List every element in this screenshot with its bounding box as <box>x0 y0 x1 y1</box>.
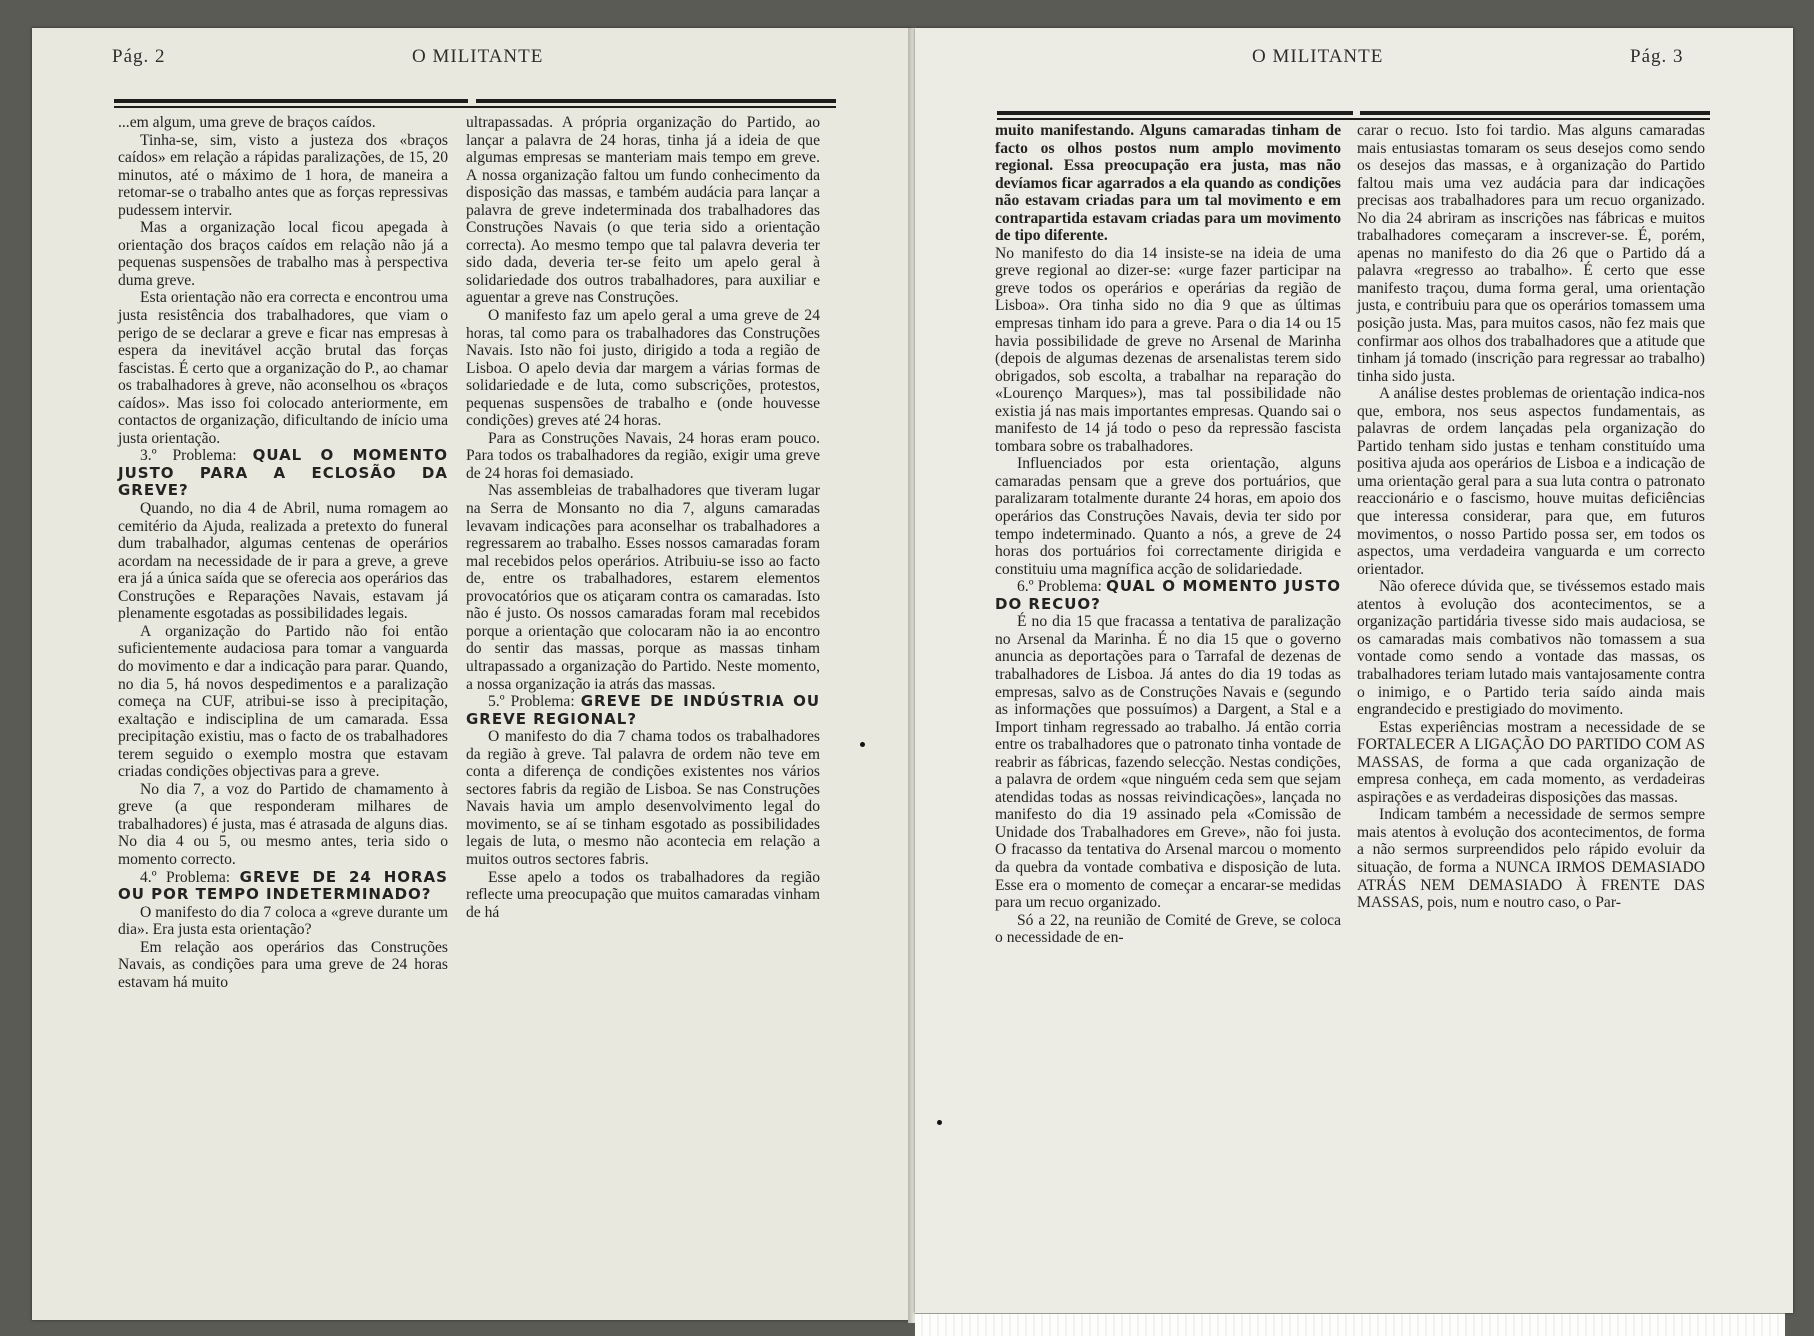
problem-title: QUAL O MOMENTO JUSTO DO RECUO? <box>995 577 1341 613</box>
problem-label: 3.º Problema: <box>140 447 237 465</box>
right-column-1 <box>995 122 1341 947</box>
paragraph: Nas assembleias de trabalhadores que tiveram lugar na Serra de Monsanto no dia 7, alguns camaradas levavam indicações para aconselhar os trabalhadores a regressarem ao trabalho. Esses nossos camaradas foram mal recebidos pelos operários. Atribuiu-se isso ao facto de, entre os trabalhadores, estarem elementos provocatórios que os atiçaram contra os camaradas. Isto não é justo. Os nossos camaradas foram mal recebidos porque a orientação que colocaram não ia ao encontro do sentir das massas, porque as massas tinham ultrapassado a organização do Partido. Neste momento, a nossa organização ia atrás das massas. <box>466 482 820 693</box>
paragraph: A análise destes problemas de orientação indica-nos que, embora, nos seus aspectos fundamentais, as palavras de ordem lançadas pela organização do Partido tenham sido justas e tenham constituído uma positiva ajuda aos operários de Lisboa e a indicação de uma orientação geral para a sua luta contra o patronato reaccionário e o fascismo, houve muitas deficiências que interessa considerar, para que, em futuros movimentos, o nosso Partido possa ser, em todos os aspectos, uma verdadeira vanguarda e um correcto orientador. <box>1357 385 1705 578</box>
problem-heading <box>466 693 820 728</box>
right-page-title: O MILITANTE <box>1252 46 1384 67</box>
ink-speck <box>860 742 865 747</box>
left-column-2 <box>466 114 820 921</box>
paragraph: Estas experiências mostram a necessidade de se FORTALECER A LIGAÇÃO DO PARTIDO COM AS MASSAS, de forma a que cada organização de empresa conheça, em cada momento, as verdadeiras aspirações e as verdadeiras disposições das massas. <box>1357 718 1705 806</box>
paragraph: muito manifestando. Alguns camaradas tinham de facto os olhos postos num amplo movimento regional. Essa preocupação era justa, mas não devíamos ficar agarrados a ela quando as condições não estavam criadas para um tal movimento e em contrapartida estavam criadas para um movimento de tipo diferente. <box>995 122 1341 245</box>
paragraph: Em relação aos operários das Construções Navais, as condições para uma greve de 24 horas estavam há muito <box>118 938 448 991</box>
problem-heading <box>118 869 448 904</box>
paragraph: A organização do Partido não foi então suficientemente audaciosa para tomar a vanguarda do movimento e dar a indicação para parar. Quando, no dia 5, há novos despedimentos e a paralização começa na CUF, atribui-se isso à precipitação, exaltação e indisciplina de um camarada. Essa precipitação existiu, mas o facto de os trabalhadores terem seguido o exemplo mostra que estavam criadas condições objectivas para a greve. <box>118 622 448 781</box>
paragraph: Não oferece dúvida que, se tivéssemos estado mais atentos à evolução dos acontecimentos, se a organização partidária tivesse sido mais audaciosa, se os camaradas mais combativos não tomassem a sua vontade como sendo a vontade das massas, os trabalhadores teriam lutado mais vantajosamente contra o inimigo, e o Partido teria saído ainda mais engrandecido e prestigiado do movimento. <box>1357 578 1705 719</box>
paragraph: Tinha-se, sim, visto a justeza dos «braços caídos» em relação a rápidas paralizações, de 15, 20 minutos, até o máximo de 1 hora, de maneira a retomar-se o trabalho antes que as forças repressivas pudessem intervir. <box>118 131 448 219</box>
ink-speck <box>937 1120 942 1125</box>
paragraph: O manifesto do dia 7 coloca a «greve durante um dia». Era justa esta orientação? <box>118 903 448 939</box>
left-rule-b <box>476 99 836 103</box>
problem-title: QUAL O MOMENTO JUSTO PARA A ECLOSÃO DA GREVE? <box>118 446 448 500</box>
right-rule-thin <box>997 118 1710 120</box>
problem-heading <box>118 447 448 500</box>
paragraph: O manifesto do dia 7 chama todos os trabalhadores da região à greve. Tal palavra de ordem não teve em conta a diferença de condições existentes nos vários sectores fabris da região de Lisboa. Se nas Construções Navais havia um amplo desenvolvimento legal do movimento, se aí se tinham esgotado as possibilidades legais de luta, o mesmo não acontecia em relação a muitos outros sectores fabris. <box>466 728 820 868</box>
problem-title: GREVE DE 24 HORAS OU POR TEMPO INDETERMINADO? <box>118 867 448 904</box>
right-page-number: Pág. 3 <box>1630 46 1684 67</box>
problem-heading <box>995 578 1341 613</box>
right-rule-b <box>1360 111 1710 115</box>
left-rule-thin <box>114 106 836 108</box>
left-rule-a <box>114 99 468 103</box>
paragraph: O manifesto faz um apelo geral a uma greve de 24 horas, tal como para os trabalhadores das Construções Navais. Isto não foi justo, dirigido a toda a região de Lisboa. O apelo devia dar margem a várias formas de solidariedade e de luta, como subscrições, protestos, pequenas suspensões de trabalho e (onde houvesse condições) greves até 24 horas. <box>466 307 820 430</box>
left-page-number: Pág. 2 <box>112 46 166 67</box>
left-page-title: O MILITANTE <box>412 46 544 67</box>
paragraph: Para as Construções Navais, 24 horas eram pouco. Para todos os trabalhadores da região, exigir uma greve de 24 horas foi demasiado. <box>466 429 820 482</box>
paragraph: Esse apelo a todos os trabalhadores da região reflecte uma preocupação que muitos camaradas vinham de há <box>466 868 820 921</box>
paragraph: É no dia 15 que fracassa a tentativa de paralização no Arsenal da Marinha. É no dia 15 que o governo anuncia as deportações para o Tarrafal de dezenas de trabalhadores de Lisboa. Já antes do dia 19 todas as empresas, salvo as de Construções Navais e (segundo as informações que possuímos) a Dargent, a Stal e a Import tinham regressado ao trabalho. Já então corria entre os trabalhadores que o patronato tinha vontade de reabrir as fábricas, fazendo selecção. Nestas condições, a palavra de ordem «que ninguém ceda sem que sejam atendidas todas as nossas reivindicações», lançada no manifesto do dia 19 assinado pela «Comissão de Unidade dos Trabalhadores em Greve», não foi justa. O fracasso da tentativa do Arsenal marcou o momento da quebra da vontade combativa e disposição de luta. Esse era o momento de começar a encarar-se medidas para um recuo organizado. <box>995 613 1341 912</box>
problem-label: 5.º Problema: <box>488 693 575 711</box>
paragraph: Influenciados por esta orientação, alguns camaradas pensam que a greve dos portuários, que paralizaram totalmente durante 24 horas, em apoio dos operários das Construções Navais, devia ter sido por tempo indeterminado. Quanto a nós, a greve de 24 horas dos portuários foi correctamente dirigida e constituiu uma magnífica acção de solidariedade. <box>995 455 1341 578</box>
paragraph: ultrapassadas. A própria organização do Partido, ao lançar a palavra de 24 horas, tinha já a ideia de que algumas empresas se manteriam mais tempo em greve. A nossa organização faltou um fundo conhecimento da disposição das massas, e também audácia para lançar a palavra de greve indeterminada dos trabalhadores das Construções Navais (o que teria sido a orientação correcta). Ao mesmo tempo que tal palavra deveria ter sido dada, deveria ter-se feito um apelo geral à solidariedade dos outros trabalhadores, para auxiliar e aguentar a greve nas Construções. <box>466 114 820 307</box>
paragraph: Quando, no dia 4 de Abril, numa romagem ao cemitério da Ajuda, realizada a pretexto do funeral dum trabalhador, algumas centenas de operários acordam na necessidade de ir para a greve, a greve era já a única saída que se oferecia aos operários das Construções e Reparações Navais, estavam já plenamente esgotadas as possibilidades legais. <box>118 500 448 623</box>
paragraph: Mas a organização local ficou apegada à orientação dos braços caídos em relação não já a pequenas suspensões de trabalho mas à perspectiva duma greve. <box>118 219 448 289</box>
paragraph: Só a 22, na reunião de Comité de Greve, se coloca o necessidade de en- <box>995 911 1341 947</box>
paragraph: No manifesto do dia 14 insiste-se na ideia de uma greve regional ao dizer-se: «urge fazer participar na greve todos os operários e operárias da região de Lisboa». Ora tinha sido no dia 9 que as últimas empresas tinham ido para a greve. Para o dia 14 ou 15 havia possibilidade de greve no Arsenal de Marinha (depois de algumas dezenas de arsenalistas terem sido obrigados, sob escolta, a trabalhar na reparação do «Lourenço Marques»), mas tal possibilidade não existia já nas mais importantes empresas. Quando sai o manifesto de 14 já todo o peso da repressão fascista tombara sobre os trabalhadores. <box>995 244 1341 455</box>
left-column-1 <box>118 114 448 991</box>
paragraph: Esta orientação não era correcta e encontrou uma justa resistência dos trabalhadores, que viam o perigo de se declarar a greve e ficar nas empresas à espera da inevitável acção brutal das forças fascistas. É certo que a organização do P., ao chamar os trabalhadores à greve, não aconselhou os «braços caídos». Mas isso foi colocado anteriormente, em contactos de organização, dificultando de início uma justa orientação. <box>118 289 448 447</box>
scan-edge-strip <box>915 1313 1785 1336</box>
paragraph: ...em algum, uma greve de braços caídos. <box>118 114 376 131</box>
problem-label: 6.º Problema: <box>1017 578 1102 596</box>
paragraph: carar o recuo. Isto foi tardio. Mas alguns camaradas mais entusiastas tomaram os seus desejos como sendo os desejos das massas, e à organização do Partido faltou mais uma vez audácia para dar indicações precisas aos trabalhadores para um recuo organizado. No dia 24 abriram as inscrições nas fábricas e muitos trabalhadores começaram a inscrever-se. É, porém, apenas no manifesto do dia 26 que o Partido dá a palavra «regresso ao trabalho». É certo que esse manifesto traçou, duma forma geral, uma orientação justa, e contribuiu para que os operários tomassem uma posição justa. Mas, para muitos casos, não fez mais que confirmar aos olhos dos trabalhadores que a atitude que tinham já tomado (inscrição para regressar ao trabalho) tinha sido justa. <box>1357 122 1705 385</box>
paragraph: No dia 7, a voz do Partido de chamamento à greve (a que responderam milhares de trabalhadores) é justa, mas é atrasada de alguns dias. No dia 4 ou 5, ou mesmo antes, teria sido o momento correcto. <box>118 780 448 868</box>
problem-title: GREVE DE INDÚSTRIA OU GREVE REGIONAL? <box>466 692 821 728</box>
paragraph: Indicam também a necessidade de sermos sempre mais atentos à evolução dos acontecimentos, de forma a não sermos surpreendidos pelo rápido evoluir da situação, de forma a NUNCA IRMOS DEMASIADO ATRÁS NEM DEMASIADO À FRENTE DAS MASSAS, pois, num e noutro caso, o Par- <box>1357 806 1705 912</box>
right-rule-a <box>997 111 1353 115</box>
right-column-2 <box>1357 122 1705 912</box>
problem-label: 4.º Problema: <box>140 868 231 886</box>
